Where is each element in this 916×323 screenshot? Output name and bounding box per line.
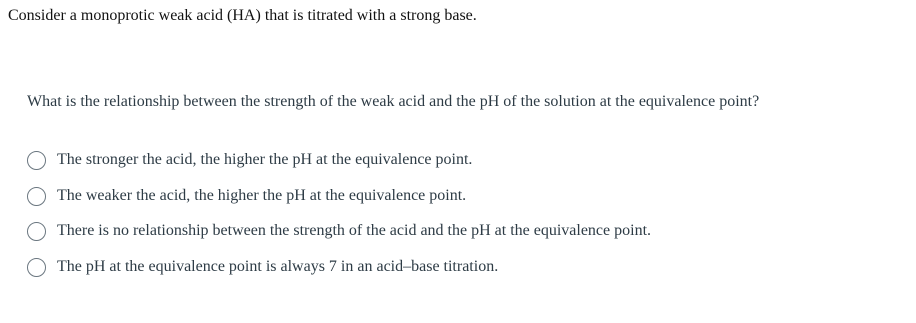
answer-label-2[interactable]: The weaker the acid, the higher the pH at the equivalence point.: [57, 186, 467, 204]
answer-label-4[interactable]: The pH at the equivalence point is always 7 in an acid–base titration.: [57, 257, 499, 275]
answer-option-3[interactable]: [27, 219, 651, 255]
radio-button-1[interactable]: [27, 151, 46, 170]
radio-button-4[interactable]: [27, 258, 46, 277]
question-text: What is the relationship between the strength of the weak acid and the pH of the solution at the equivalence point?: [27, 93, 760, 110]
radio-button-2[interactable]: [27, 187, 46, 206]
answer-label-1[interactable]: The stronger the acid, the higher the pH at the equivalence point.: [57, 151, 473, 168]
answer-option-2[interactable]: [27, 184, 651, 220]
answer-label-3[interactable]: There is no relationship between the strength of the acid and the pH at the equivalence point.: [57, 222, 652, 239]
answer-options: [27, 148, 651, 290]
intro-text: Consider a monoprotic weak acid (HA) that is titrated with a strong base.: [8, 7, 477, 24]
radio-button-3[interactable]: [27, 222, 46, 241]
answer-option-1[interactable]: [27, 148, 651, 184]
answer-option-4[interactable]: [27, 255, 651, 291]
